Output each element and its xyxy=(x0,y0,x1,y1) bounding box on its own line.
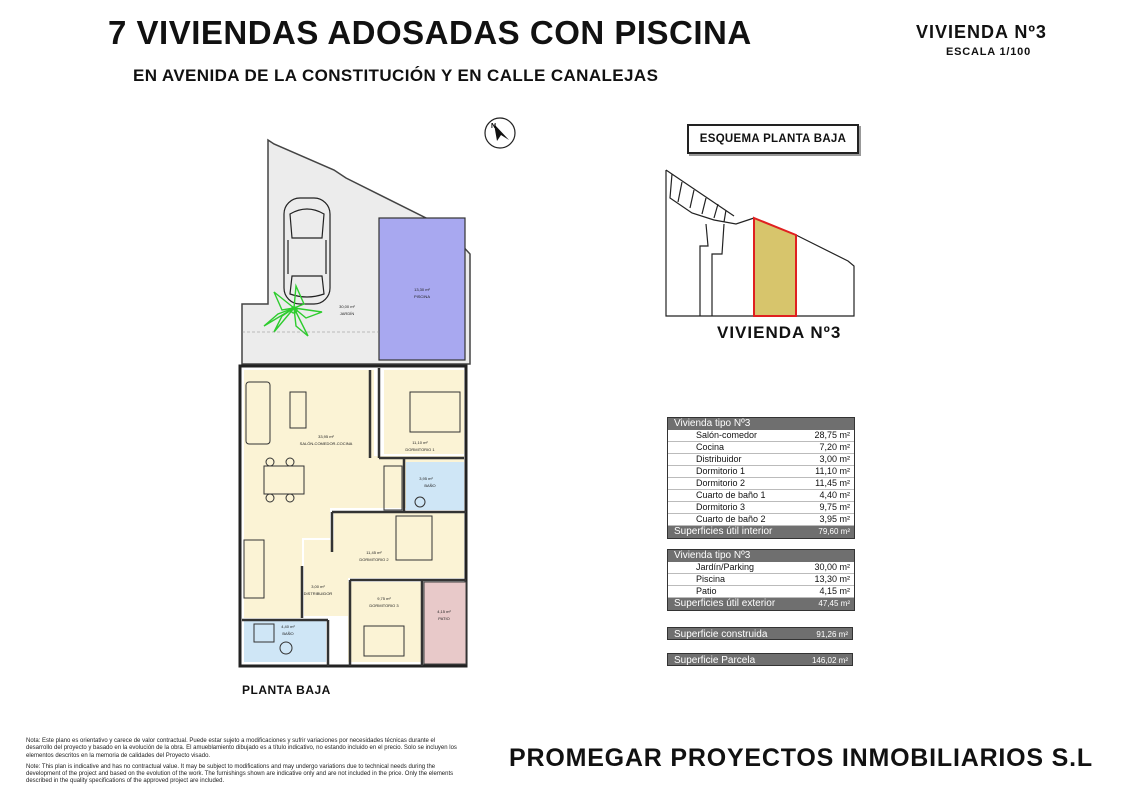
compass-icon xyxy=(482,115,518,151)
table-row: Dormitorio 1 11,10 m² xyxy=(668,466,854,478)
interior-total-row: Superficies útil interior 79,60 m² xyxy=(668,526,854,538)
patio-name-label: PATIO xyxy=(438,616,450,621)
interior-table-header: Vivienda tipo Nº3 xyxy=(668,418,854,430)
bedroom-2 xyxy=(334,512,464,578)
exterior-total-row: Superficies útil exterior 47,45 m² xyxy=(668,598,854,610)
disclaimer-en: Note: This plan is indicative and has no contractual value. It may be subject to modifications and may undergo variations due to technical needs during the development of the project and based on the evolution of the work. The furnishings shown are indicative only and are not included in the price. Only the elements described in the quality specifications of the approved project are included. xyxy=(26,763,454,785)
unit-highlight xyxy=(754,218,796,316)
bed2-name-label: DORMITORIO 2 xyxy=(359,557,389,562)
table-row: Cuarto de baño 1 4,40 m² xyxy=(668,490,854,502)
disclaimer-es: Nota: Este plano es orientativo y carece de valor contractual. Puede estar sujeto a modificaciones y sufrir variaciones por necesidades técnicas durante el desarrollo del proyecto y basado en la evolución de la obra. El amueblamiento dibujado es a título indicativo, no estando incluido en el precio. Solo se incluyen los elementos descritos en la memoria de calidades del Proyecto visado. xyxy=(26,738,457,759)
table-row: Dormitorio 2 11,45 m² xyxy=(668,478,854,490)
garden-name-label: JARDÍN xyxy=(339,311,355,316)
disclaimer-notes xyxy=(26,738,462,790)
bath2-name-label: BAÑO xyxy=(282,631,294,636)
schema-unit-label: VIVIENDA Nº3 xyxy=(717,323,842,342)
page-subtitle: EN AVENIDA DE LA CONSTITUCIÓN Y EN CALLE CANALEJAS xyxy=(133,66,659,85)
table-row: Cocina 7,20 m² xyxy=(668,442,854,454)
floor-plan xyxy=(234,136,474,670)
bed3-area-label: 9,75 m² xyxy=(377,596,391,601)
patio xyxy=(424,582,466,664)
table-row: Cuarto de baño 2 3,95 m² xyxy=(668,514,854,526)
company-name: PROMEGAR PROYECTOS INMOBILIARIOS S.L xyxy=(509,744,1093,772)
bath1-name-label: BAÑO xyxy=(424,483,436,488)
dist-name-label: DISTRIBUIDOR xyxy=(303,591,333,596)
table-row: Distribuidor 3,00 m² xyxy=(668,454,854,466)
table-row: Dormitorio 3 9,75 m² xyxy=(668,502,854,514)
bed1-name-label: DORMITORIO 1 xyxy=(405,447,435,452)
unit-title: VIVIENDA Nº3 xyxy=(916,22,1047,42)
dist-area-label: 3,00 m² xyxy=(311,584,325,589)
compass-north-label: N xyxy=(491,123,497,130)
distributor xyxy=(304,540,348,616)
plot-area-row: Superficie Parcela 146,02 m² xyxy=(667,653,853,666)
living-area-label: 33,95 m² xyxy=(318,434,334,439)
site-schema xyxy=(664,168,856,320)
bath2-area-label: 4,40 m² xyxy=(281,624,295,629)
scale-label: ESCALA 1/100 xyxy=(946,46,1031,58)
bed3-name-label: DORMITORIO 3 xyxy=(369,603,399,608)
patio-area-label: 4,15 m² xyxy=(437,609,451,614)
exterior-table-header: Vivienda tipo Nº3 xyxy=(668,550,854,562)
plan-label: PLANTA BAJA xyxy=(242,683,331,697)
table-row: Piscina 13,30 m² xyxy=(668,574,854,586)
table-row: Patio 4,15 m² xyxy=(668,586,854,598)
pool-name-label: PISCINA xyxy=(413,294,431,299)
built-area-row: Superficie construida 91,26 m² xyxy=(667,627,853,640)
bedroom-3 xyxy=(348,582,422,662)
living-name-label: SALÓN-COMEDOR-COCINA xyxy=(299,441,353,446)
bath1-area-label: 3,95 m² xyxy=(419,476,433,481)
bed2-area-label: 11,45 m² xyxy=(366,550,382,555)
pool-area-label: 13,30 m² xyxy=(414,287,430,292)
table-row: Jardín/Parking 30,00 m² xyxy=(668,562,854,574)
table-row: Salón-comedor 28,75 m² xyxy=(668,430,854,442)
schema-title: ESQUEMA PLANTA BAJA xyxy=(687,124,859,154)
interior-area-table xyxy=(667,417,855,539)
page-title: 7 VIVIENDAS ADOSADAS CON PISCINA xyxy=(108,14,752,51)
bed1-area-label: 11,10 m² xyxy=(412,440,428,445)
exterior-area-table xyxy=(667,549,855,611)
garden-area-label: 30,00 m² xyxy=(339,304,355,309)
